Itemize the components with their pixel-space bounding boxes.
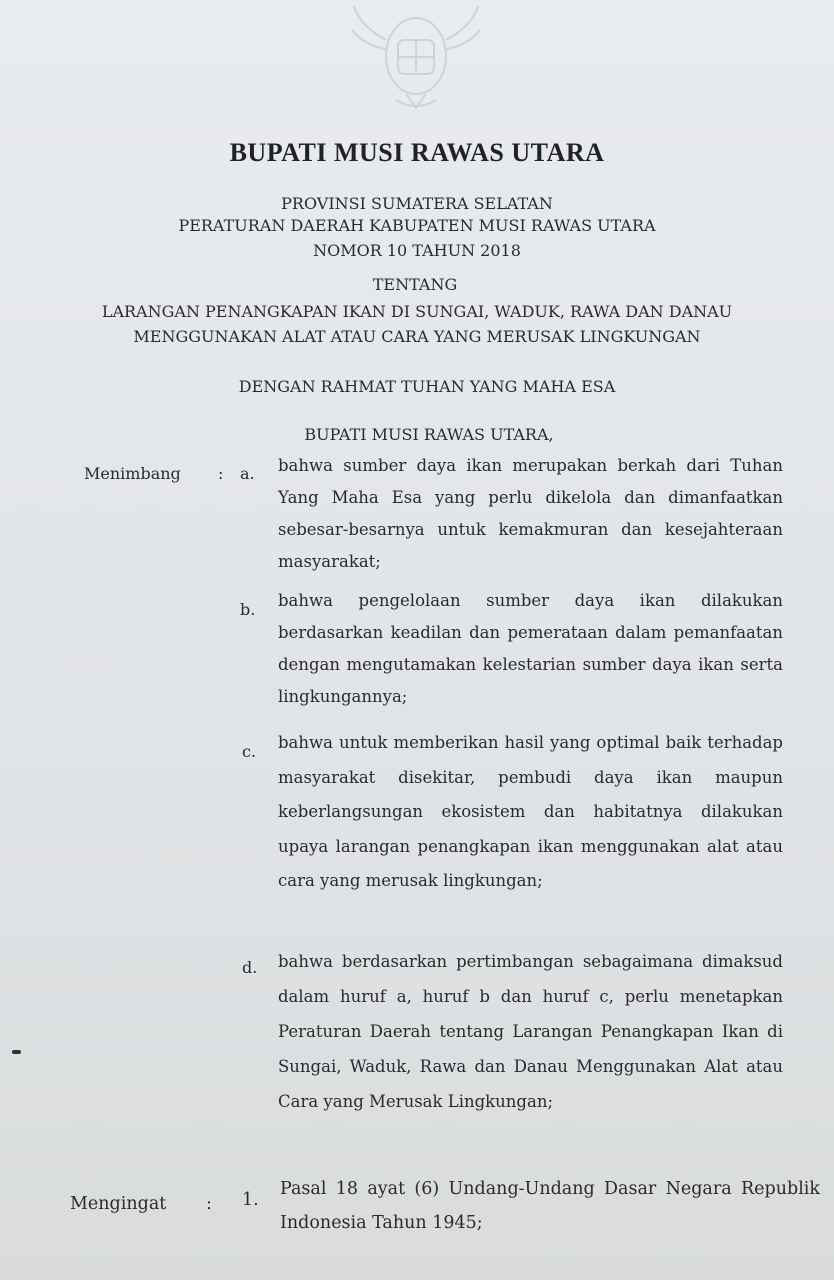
- item-marker: d.: [242, 958, 258, 977]
- legal-basis-text: Pasal 18 ayat (6) Undang-Undang Dasar Negara Republik Indonesia Tahun 1945;: [280, 1179, 820, 1233]
- province-heading: PROVINSI SUMATERA SELATAN: [281, 194, 553, 213]
- mengingat-colon: :: [206, 1194, 212, 1214]
- paper-speck: [12, 1050, 21, 1054]
- subject-line-2: MENGGUNAKAN ALAT ATAU CARA YANG MERUSAK LINGKUNGAN: [133, 327, 701, 346]
- menimbang-colon: :: [218, 464, 224, 483]
- regulation-heading: PERATURAN DAERAH KABUPATEN MUSI RAWAS UTARA: [178, 216, 656, 235]
- consideration-text: bahwa pengelolaan sumber daya ikan dilakukan berdasarkan keadilan dan pemerataan dalam pemanfaatan dengan mengutamakan kelestarian sumber daya ikan serta lingkungannya;: [278, 591, 783, 706]
- garuda-emblem-icon: [348, 0, 484, 122]
- regulation-number: NOMOR 10 TAHUN 2018: [313, 241, 521, 260]
- item-marker: c.: [242, 742, 257, 761]
- about-heading: TENTANG: [372, 275, 458, 294]
- subject-line-1: LARANGAN PENANGKAPAN IKAN DI SUNGAI, WADUK, RAWA DAN DANAU: [101, 302, 733, 321]
- regent-line: BUPATI MUSI RAWAS UTARA,: [304, 425, 554, 444]
- item-marker: b.: [240, 600, 256, 619]
- menimbang-label: Menimbang: [84, 464, 181, 483]
- item-marker: 1.: [242, 1190, 259, 1210]
- document-title: BUPATI MUSI RAWAS UTARA: [229, 138, 605, 167]
- item-marker: a.: [240, 464, 255, 483]
- consideration-text: bahwa berdasarkan pertimbangan sebagaimana dimaksud dalam huruf a, huruf b dan huruf c, perlu menetapkan Peraturan Daerah tentang Larangan Penangkapan Ikan di Sungai, Waduk, Rawa dan Danau Menggunakan Alat atau Cara yang Merusak Lingkungan;: [278, 952, 783, 1111]
- consideration-text: bahwa untuk memberikan hasil yang optimal baik terhadap masyarakat disekitar, pembudi daya ikan maupun keberlangsungan ekosistem dan habitatnya dilakukan upaya larangan penangkapan ikan menggunakan alat atau cara yang merusak lingkungan;: [278, 733, 783, 890]
- consideration-text: bahwa sumber daya ikan merupakan berkah dari Tuhan Yang Maha Esa yang perlu dikelola dan dimanfaatkan sebesar-besarnya untuk kemakmuran dan kesejahteraan masyarakat;: [278, 456, 783, 571]
- mengingat-label: Mengingat: [70, 1194, 167, 1214]
- blessing-line: DENGAN RAHMAT TUHAN YANG MAHA ESA: [238, 377, 616, 396]
